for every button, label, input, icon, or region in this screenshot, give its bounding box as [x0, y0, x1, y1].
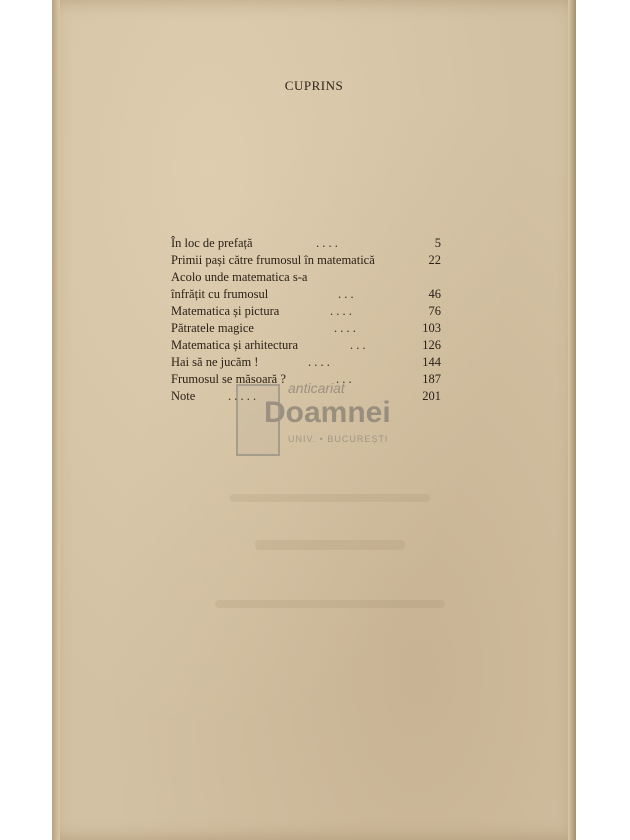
toc-entry-text: Hai să ne jucăm !: [171, 355, 259, 369]
toc-page-number: 187: [422, 372, 441, 386]
toc-leader-dots: . . . .: [330, 304, 352, 318]
toc-entry-text: Pătratele magice: [171, 321, 254, 335]
toc-entry-text: Frumosul se măsoară ?: [171, 372, 286, 386]
toc-leader-dots: . . . .: [334, 321, 356, 335]
toc-leader-dots: . . . .: [308, 355, 330, 369]
toc-entry-text: Matematica și arhitectura: [171, 338, 299, 352]
watermark-text: Doamnei: [264, 396, 391, 429]
watermark-text: anticariat: [288, 380, 345, 396]
toc-entry-text: înfrățit cu frumosul: [171, 287, 269, 301]
toc-entry-text: Note: [171, 389, 196, 403]
toc-page-number: 46: [428, 287, 441, 301]
toc-leader-dots: . . . .: [316, 236, 338, 250]
toc-leader-dots: . . . . .: [228, 389, 257, 403]
toc-page-number: 201: [422, 389, 441, 403]
toc-leader-dots: . . .: [338, 287, 354, 301]
toc-entry-text: Acolo unde matematica s-a: [171, 270, 308, 284]
toc-page-number: 144: [422, 355, 441, 369]
toc-leader-dots: . . .: [350, 338, 366, 352]
toc-page-number: 103: [422, 321, 441, 335]
toc-entry-text: Primii pași către frumosul în matematică: [171, 253, 375, 267]
watermark: [236, 378, 398, 460]
toc-leader-dots: . . .: [336, 372, 352, 386]
toc-page-number: 76: [428, 304, 441, 318]
toc-page-number: 126: [422, 338, 441, 352]
watermark-text: UNIV. • BUCUREȘTI: [288, 434, 389, 444]
toc-page-number: 22: [428, 253, 441, 267]
page-title: CUPRINS: [284, 78, 344, 93]
toc-entry-text: Matematica și pictura: [171, 304, 280, 318]
toc-entry-text: În loc de prefață: [171, 236, 253, 250]
toc-page-number: 5: [434, 236, 441, 250]
